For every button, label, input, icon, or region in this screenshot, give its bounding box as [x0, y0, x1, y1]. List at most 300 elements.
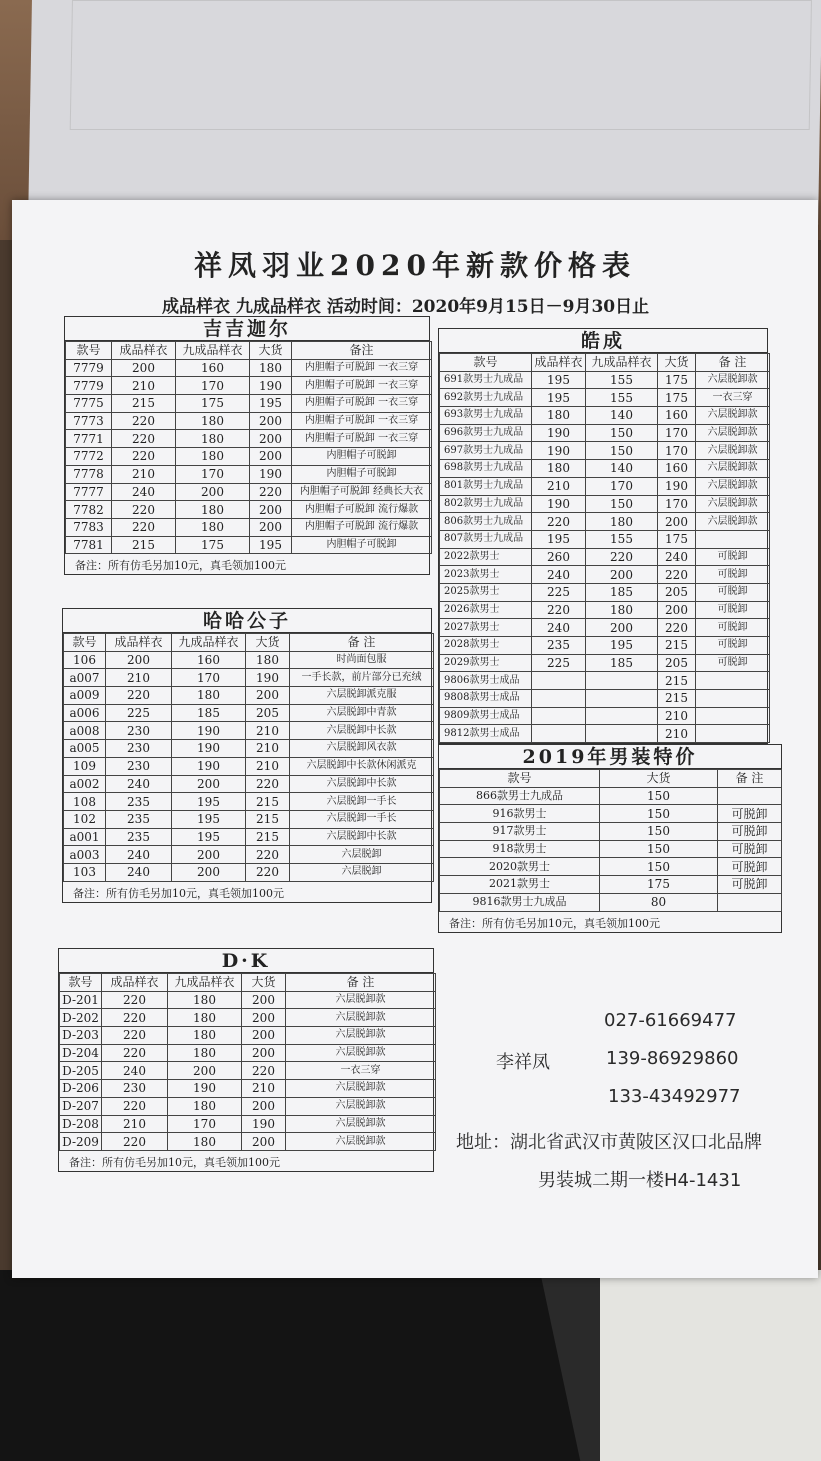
table-cell: 180: [168, 1044, 242, 1062]
table-row: [64, 828, 434, 846]
table-cell: 185: [586, 654, 658, 672]
table-cell: 220: [112, 430, 176, 448]
table-cell: 六层脱卸款: [696, 442, 770, 460]
table-cell: a007: [64, 669, 106, 687]
table-cell: [532, 690, 586, 708]
table-cell: 150: [586, 442, 658, 460]
header-row: [64, 634, 434, 652]
table-cell: 801款男士九成品: [440, 477, 532, 495]
table-row: [64, 669, 434, 687]
table-cell: 六层脱卸款: [696, 513, 770, 531]
table-row: [440, 787, 782, 805]
table-cell: 9816款男士九成品: [440, 893, 600, 911]
table-cell: D-208: [60, 1115, 102, 1133]
table-cell: 180: [176, 501, 250, 519]
table-row: [440, 893, 782, 911]
table-row: [64, 810, 434, 828]
table-row: [64, 740, 434, 758]
table-row: [64, 687, 434, 705]
table-cell: 210: [658, 707, 696, 725]
table-cell: 180: [176, 430, 250, 448]
table-cell: 2029款男士: [440, 654, 532, 672]
header-row: [60, 974, 436, 992]
table-cell: 7773: [66, 412, 112, 430]
table-cell: 内胆帽子可脱卸 经典长大衣: [292, 483, 432, 501]
table-name: 吉吉迦尔: [65, 317, 429, 341]
table-cell: 7781: [66, 536, 112, 554]
table-cell: 185: [172, 704, 246, 722]
table-cell: 215: [658, 672, 696, 690]
table-cell: 698款男士九成品: [440, 460, 532, 478]
column-header: 九成品样衣: [172, 634, 246, 652]
table-cell: 240: [106, 863, 172, 881]
table-cell: 六层脱卸一手长: [290, 793, 434, 811]
table-row: [440, 637, 770, 655]
table-row: [60, 1133, 436, 1151]
table-cell: 200: [658, 513, 696, 531]
table-cell: 200: [172, 846, 246, 864]
table-cell: 260: [532, 548, 586, 566]
table-row: [64, 775, 434, 793]
table-cell: 220: [112, 412, 176, 430]
table-cell: 六层脱卸风衣款: [290, 740, 434, 758]
table-cell: 180: [176, 412, 250, 430]
table-cell: 210: [246, 740, 290, 758]
table-cell: 220: [586, 548, 658, 566]
table-row: [440, 601, 770, 619]
table-cell: 225: [532, 654, 586, 672]
table-cell: 可脱卸: [696, 566, 770, 584]
table-cell: 六层脱卸款: [696, 371, 770, 389]
page-subtitle: 成品样衣 九成品样衣 活动时间：2020年9月15日－9月30日止: [162, 297, 650, 317]
table-cell: 235: [106, 793, 172, 811]
table-cell: 195: [532, 530, 586, 548]
table-cell: 六层脱卸款: [286, 1097, 436, 1115]
table-cell: 六层脱卸款: [286, 1080, 436, 1098]
table-row: [66, 395, 432, 413]
table-cell: 180: [586, 513, 658, 531]
table-cell: 六层脱卸派克服: [290, 687, 434, 705]
table-row: [60, 1009, 436, 1027]
table-cell: 175: [176, 395, 250, 413]
table-cell: 7778: [66, 465, 112, 483]
table-cell: 190: [532, 442, 586, 460]
table-cell: [586, 707, 658, 725]
table-cell: 697款男士九成品: [440, 442, 532, 460]
table-cell: 9809款男士成品: [440, 707, 532, 725]
table-cell: 215: [658, 690, 696, 708]
table-cell: 六层脱卸款: [696, 424, 770, 442]
table-cell: 170: [172, 669, 246, 687]
table-cell: 六层脱卸一手长: [290, 810, 434, 828]
table-cell: 916款男士: [440, 805, 600, 823]
table-cell: 可脱卸: [718, 858, 782, 876]
table-row: [60, 1097, 436, 1115]
table-row: [440, 583, 770, 601]
table-cell: 180: [168, 1027, 242, 1045]
table-cell: 可脱卸: [696, 548, 770, 566]
table-cell: 200: [242, 1027, 286, 1045]
table-cell: 220: [246, 863, 290, 881]
table-cell: 160: [658, 460, 696, 478]
table-cell: 一衣三穿: [696, 389, 770, 407]
page-title: 祥凤羽业2020年新款价格表: [194, 249, 636, 282]
table-cell: 150: [586, 495, 658, 513]
table-row: [64, 793, 434, 811]
table-row: [440, 407, 770, 425]
table-cell: 180: [172, 687, 246, 705]
table-row: [60, 1062, 436, 1080]
table-cell: [586, 672, 658, 690]
table-cell: 190: [246, 669, 290, 687]
table-cell: 210: [102, 1115, 168, 1133]
table-cell: [696, 707, 770, 725]
table-cell: 235: [532, 637, 586, 655]
table-cell: 2026款男士: [440, 601, 532, 619]
table-cell: a003: [64, 846, 106, 864]
table-cell: 195: [172, 793, 246, 811]
table-cell: 220: [532, 513, 586, 531]
table-cell: 220: [246, 846, 290, 864]
column-header: 备注: [292, 342, 432, 360]
table-cell: 160: [176, 359, 250, 377]
column-header: 款号: [440, 354, 532, 372]
table-cell: 190: [172, 757, 246, 775]
price-grid: [65, 341, 432, 554]
table-footnote: 备注：所有仿毛另加10元，真毛领加100元: [75, 559, 286, 573]
table-cell: 200: [106, 651, 172, 669]
table-cell: [696, 725, 770, 743]
table-cell: 200: [250, 430, 292, 448]
table-cell: 220: [102, 1044, 168, 1062]
table-cell: 240: [102, 1062, 168, 1080]
table-row: [440, 460, 770, 478]
table-row: [440, 707, 770, 725]
table-cell: 917款男士: [440, 823, 600, 841]
column-header: 款号: [60, 974, 102, 992]
table-cell: 内胆帽子可脱卸 流行爆款: [292, 518, 432, 536]
table-cell: [718, 893, 782, 911]
column-header: 大货: [246, 634, 290, 652]
table-name: D·K: [59, 949, 433, 973]
table-row: [440, 442, 770, 460]
column-header: 大货: [658, 354, 696, 372]
table-cell: 195: [172, 810, 246, 828]
table-cell: 六层脱卸: [290, 863, 434, 881]
table-row: [64, 722, 434, 740]
table-cell: [696, 530, 770, 548]
table-cell: 六层脱卸款: [696, 407, 770, 425]
table-row: [440, 876, 782, 894]
table-cell: 240: [658, 548, 696, 566]
table-cell: 150: [600, 858, 718, 876]
table-cell: 7779: [66, 359, 112, 377]
table-cell: 155: [586, 530, 658, 548]
table-cell: 220: [102, 1133, 168, 1151]
table-cell: 180: [532, 460, 586, 478]
table-cell: D-201: [60, 991, 102, 1009]
table-cell: 190: [168, 1080, 242, 1098]
table-cell: 7782: [66, 501, 112, 519]
table-dk: [58, 948, 434, 1172]
table-cell: 一手长款，前片部分已充绒: [290, 669, 434, 687]
table-cell: 80: [600, 893, 718, 911]
table-cell: 可脱卸: [718, 823, 782, 841]
table-cell: [586, 725, 658, 743]
table-cell: 150: [600, 787, 718, 805]
table-cell: 7771: [66, 430, 112, 448]
table-cell: 可脱卸: [696, 619, 770, 637]
table-cell: 230: [102, 1080, 168, 1098]
contact-address-2: 男装城二期一楼H4-1431: [538, 1170, 742, 1191]
table-cell: 内胆帽子可脱卸 一衣三穿: [292, 377, 432, 395]
table-cell: 195: [586, 637, 658, 655]
table-cell: 200: [250, 412, 292, 430]
table-cell: 可脱卸: [696, 654, 770, 672]
table-cell: 190: [658, 477, 696, 495]
table-cell: 155: [586, 371, 658, 389]
table-cell: 692款男士九成品: [440, 389, 532, 407]
table-cell: D-203: [60, 1027, 102, 1045]
table-row: [440, 495, 770, 513]
table-cell: 150: [600, 805, 718, 823]
table-cell: 155: [586, 389, 658, 407]
table-cell: 2022款男士: [440, 548, 532, 566]
table-cell: 175: [658, 371, 696, 389]
table-cell: 可脱卸: [718, 805, 782, 823]
header-row: [440, 770, 782, 788]
column-header: 大货: [250, 342, 292, 360]
table-cell: 时尚面包服: [290, 651, 434, 669]
table-cell: 109: [64, 757, 106, 775]
table-cell: D-209: [60, 1133, 102, 1151]
table-cell: 内胆帽子可脱卸 一衣三穿: [292, 359, 432, 377]
contact-name: 李祥凤: [496, 1052, 550, 1073]
table-cell: 225: [106, 704, 172, 722]
table-name: 哈哈公子: [63, 609, 431, 633]
table-cell: 可脱卸: [718, 876, 782, 894]
table-cell: 200: [242, 991, 286, 1009]
table-hahagongzi: [62, 608, 432, 903]
table-cell: 160: [172, 651, 246, 669]
table-cell: 7777: [66, 483, 112, 501]
table-cell: 六层脱卸: [290, 846, 434, 864]
table-cell: 180: [168, 1009, 242, 1027]
table-cell: 7779: [66, 377, 112, 395]
table-row: [440, 530, 770, 548]
table-cell: 180: [250, 359, 292, 377]
table-row: [64, 704, 434, 722]
table-cell: D-207: [60, 1097, 102, 1115]
price-grid: [59, 973, 436, 1151]
table-cell: 220: [658, 566, 696, 584]
table-cell: 200: [250, 501, 292, 519]
background-bottom-right: [600, 1270, 821, 1461]
contact-phone-3: 133-43492977: [608, 1086, 741, 1107]
table-cell: 102: [64, 810, 106, 828]
table-cell: 六层脱卸款: [286, 991, 436, 1009]
table-cell: 210: [658, 725, 696, 743]
table-cell: 807款男士九成品: [440, 530, 532, 548]
table-cell: 175: [658, 389, 696, 407]
table-cell: 200: [242, 1009, 286, 1027]
table-cell: 200: [168, 1062, 242, 1080]
table-cell: 180: [586, 601, 658, 619]
table-cell: 六层脱卸中青款: [290, 704, 434, 722]
table-cell: 170: [658, 442, 696, 460]
table-cell: 六层脱卸款: [286, 1009, 436, 1027]
table-cell: 200: [112, 359, 176, 377]
table-cell: 220: [106, 687, 172, 705]
table-cell: 180: [176, 448, 250, 466]
header-row: [440, 354, 770, 372]
table-cell: 150: [600, 823, 718, 841]
table-cell: a008: [64, 722, 106, 740]
table-row: [440, 725, 770, 743]
table-cell: 180: [168, 991, 242, 1009]
table-cell: 210: [242, 1080, 286, 1098]
table-cell: 225: [532, 583, 586, 601]
table-row: [60, 1044, 436, 1062]
table-cell: 200: [586, 619, 658, 637]
table-cell: 六层脱卸款: [286, 1133, 436, 1151]
table-row: [66, 465, 432, 483]
table-footnote: 备注：所有仿毛另加10元，真毛领加100元: [73, 886, 284, 900]
table-cell: 691款男士九成品: [440, 371, 532, 389]
table-cell: 150: [586, 424, 658, 442]
table-row: [440, 805, 782, 823]
price-grid: [439, 353, 770, 743]
table-row: [66, 430, 432, 448]
table-cell: 693款男士九成品: [440, 407, 532, 425]
table-row: [440, 477, 770, 495]
table-cell: 220: [102, 1009, 168, 1027]
table-cell: 220: [102, 991, 168, 1009]
table-row: [64, 757, 434, 775]
price-sheet: [12, 200, 818, 1278]
table-cell: 200: [172, 775, 246, 793]
table-cell: 140: [586, 407, 658, 425]
table-cell: [532, 707, 586, 725]
table-cell: 215: [658, 637, 696, 655]
table-cell: 六层脱卸款: [286, 1027, 436, 1045]
table-row: [440, 840, 782, 858]
column-header: 备 注: [696, 354, 770, 372]
table-row: [440, 690, 770, 708]
table-cell: 220: [532, 601, 586, 619]
table-cell: 175: [600, 876, 718, 894]
table-cell: D-205: [60, 1062, 102, 1080]
table-special2019: [438, 744, 782, 933]
table-cell: 215: [112, 536, 176, 554]
table-cell: 9812款男士成品: [440, 725, 532, 743]
table-row: [66, 483, 432, 501]
table-cell: 7772: [66, 448, 112, 466]
table-cell: 190: [172, 740, 246, 758]
table-cell: 195: [532, 389, 586, 407]
contact-phone-1: 027-61669477: [604, 1010, 737, 1031]
table-cell: 200: [176, 483, 250, 501]
table-cell: 205: [246, 704, 290, 722]
table-row: [64, 863, 434, 881]
table-cell: 内胆帽子可脱卸: [292, 465, 432, 483]
table-cell: [532, 725, 586, 743]
table-cell: 235: [106, 810, 172, 828]
table-cell: 2025款男士: [440, 583, 532, 601]
column-header: 备 注: [290, 634, 434, 652]
table-cell: 200: [586, 566, 658, 584]
table-cell: 六层脱卸款: [696, 495, 770, 513]
column-header: 成品样衣: [112, 342, 176, 360]
table-cell: 215: [246, 793, 290, 811]
table-cell: 150: [600, 840, 718, 858]
table-cell: 210: [112, 465, 176, 483]
column-header: 九成品样衣: [586, 354, 658, 372]
table-cell: 内胆帽子可脱卸: [292, 536, 432, 554]
table-row: [440, 654, 770, 672]
table-cell: 7783: [66, 518, 112, 536]
column-header: 备 注: [718, 770, 782, 788]
table-cell: 240: [532, 566, 586, 584]
table-cell: [718, 787, 782, 805]
table-cell: 200: [250, 448, 292, 466]
table-cell: 220: [242, 1062, 286, 1080]
table-cell: 190: [250, 377, 292, 395]
table-cell: 215: [246, 810, 290, 828]
table-cell: 180: [532, 407, 586, 425]
table-cell: 195: [250, 395, 292, 413]
table-cell: 230: [106, 757, 172, 775]
column-header: 款号: [440, 770, 600, 788]
table-cell: 可脱卸: [696, 601, 770, 619]
table-cell: 215: [246, 828, 290, 846]
table-cell: 9808款男士成品: [440, 690, 532, 708]
table-cell: 235: [106, 828, 172, 846]
table-cell: 200: [658, 601, 696, 619]
table-cell: 190: [250, 465, 292, 483]
table-cell: 185: [586, 583, 658, 601]
table-jijidier: [64, 316, 430, 575]
column-header: 大货: [242, 974, 286, 992]
table-row: [66, 377, 432, 395]
table-row: [440, 823, 782, 841]
table-cell: a009: [64, 687, 106, 705]
table-cell: [586, 690, 658, 708]
table-cell: 215: [112, 395, 176, 413]
table-cell: 7775: [66, 395, 112, 413]
column-header: 成品样衣: [102, 974, 168, 992]
table-row: [64, 846, 434, 864]
table-cell: 200: [242, 1097, 286, 1115]
table-row: [440, 548, 770, 566]
table-cell: 210: [246, 722, 290, 740]
table-row: [66, 359, 432, 377]
table-cell: 一衣三穿: [286, 1062, 436, 1080]
table-cell: 六层脱卸中长款: [290, 722, 434, 740]
table-name: 2019年男装特价: [439, 745, 781, 769]
table-cell: 内胆帽子可脱卸 一衣三穿: [292, 395, 432, 413]
table-cell: 内胆帽子可脱卸 一衣三穿: [292, 430, 432, 448]
table-cell: 可脱卸: [718, 840, 782, 858]
table-row: [440, 672, 770, 690]
contact-phone-2: 139-86929860: [606, 1048, 739, 1069]
table-row: [66, 448, 432, 466]
table-cell: [696, 672, 770, 690]
table-cell: 220: [102, 1027, 168, 1045]
table-cell: 190: [532, 424, 586, 442]
table-cell: 2028款男士: [440, 637, 532, 655]
contact-address-1: 地址：湖北省武汉市黄陂区汉口北品牌: [456, 1132, 762, 1153]
